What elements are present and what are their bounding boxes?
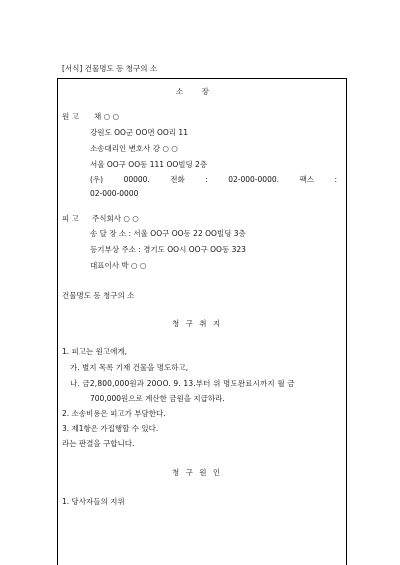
claim-item-1b-cont: 700,000원으로 계산한 금원을 지급하라.	[90, 394, 225, 403]
case-name: 건물명도 등 청구의 소	[62, 291, 135, 300]
cause-item-1: 1. 당사자들의 지위	[62, 497, 125, 506]
cause-heading: 청 구 원 인	[172, 468, 223, 477]
agent-office-address: 서울 OO구 OO동 111 OO빌딩 2층	[90, 160, 208, 169]
claim-closing: 라는 판결을 구합니다.	[62, 439, 135, 448]
phone-number: 02-000-0000.	[228, 175, 280, 184]
plaintiff-name: 채 ○ ○	[94, 112, 120, 121]
claim-item-3: 3. 제1항은 가집행할 수 있다.	[62, 424, 159, 433]
claim-item-1b: 나. 금2,800,000원과 20OO. 9. 13.부터 위 명도완료시까지 월 금	[70, 379, 295, 388]
defendant-service-address: 송 달 장 소 : 서울 OO구 OO동 22 OO빌딩 3층	[90, 229, 246, 238]
agent-contact-row	[90, 176, 337, 184]
plaintiff-address: 강원도 OO군 OO면 OO리 11	[90, 128, 188, 137]
document-caption: [서식] 건물명도 등 청구의 소	[62, 64, 158, 73]
fax-number: 02-000-0000	[90, 189, 139, 198]
fax-colon: :	[334, 175, 337, 184]
claim-item-1: 1. 피고는 원고에게,	[62, 347, 128, 356]
fax-label: 팩스	[299, 175, 314, 184]
defendant-ceo: 대표이사 박 ○ ○	[90, 261, 147, 270]
claim-heading: 청 구 취 지	[172, 319, 223, 328]
claim-item-1a: 가. 별지 목록 기재 건물을 명도하고,	[70, 363, 189, 372]
defendant-label: 피 고	[62, 214, 79, 223]
plaintiff-label: 원 고	[62, 112, 79, 121]
phone-colon: :	[205, 175, 208, 184]
document-title: 소 장	[176, 87, 217, 96]
defendant-registered-address: 등기부상 주소 : 경기도 OO시 OO구 OO동 323	[90, 245, 246, 254]
defendant-name: 주식회사 ○ ○	[92, 214, 139, 223]
phone-label: 전화	[170, 175, 185, 184]
claim-item-2: 2. 소송비용은 피고가 부담한다.	[62, 409, 166, 418]
zip-code: 00000.	[123, 175, 150, 184]
plaintiff-agent: 소송대리인 변호사 강 ○ ○	[90, 144, 178, 153]
zip-label: (우)	[90, 175, 104, 184]
